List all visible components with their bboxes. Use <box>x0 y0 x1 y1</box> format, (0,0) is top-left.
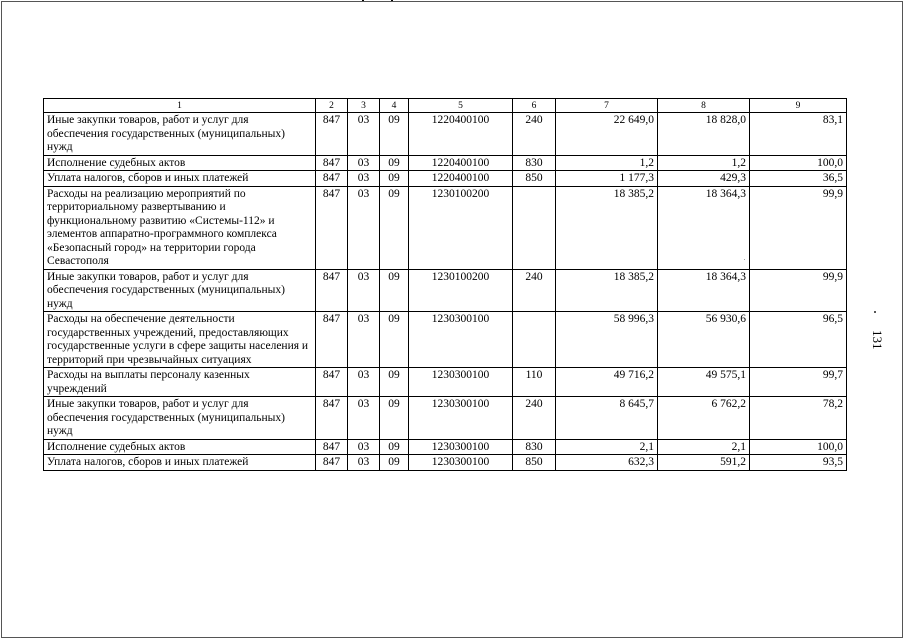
column-header: 1 <box>44 99 316 113</box>
scan-mark <box>362 0 364 1</box>
target-article-cell: 1230300100 <box>409 455 513 471</box>
expense-type-cell: 850 <box>513 455 556 471</box>
expense-name-cell: Исполнение судебных актов <box>44 439 316 455</box>
execution-percent-cell: 83,1 <box>750 113 847 156</box>
expense-name-cell: Иные закупки товаров, работ и услуг для обеспечения государственных (муниципальных) нужд <box>44 113 316 156</box>
section-code-cell: 03 <box>348 113 380 156</box>
planned-amount-cell: 632,3 <box>556 455 658 471</box>
expense-type-cell: 830 <box>513 439 556 455</box>
expense-name-cell: Иные закупки товаров, работ и услуг для обеспечения государственных (муниципальных) нужд <box>44 269 316 312</box>
section-code-cell: 03 <box>348 171 380 187</box>
planned-amount-cell: 49 716,2 <box>556 368 658 397</box>
planned-amount-cell: 18 385,2 <box>556 269 658 312</box>
section-code-cell: 03 <box>348 368 380 397</box>
actual-amount-cell: 18 364,3 <box>658 186 750 269</box>
agency-code-cell: 847 <box>316 186 348 269</box>
expense-type-cell: 240 <box>513 397 556 440</box>
expense-type-cell: 240 <box>513 269 556 312</box>
actual-amount-cell: 18 828,0 <box>658 113 750 156</box>
page-number <box>872 330 886 352</box>
agency-code-cell: 847 <box>316 455 348 471</box>
expense-name-cell: Расходы на обеспечение деятельности государственных учреждений, предоставляющих государственные услуги в сфере защиты населения и территорий при чрезвычайных ситуациях <box>44 312 316 368</box>
target-article-cell: 1230300100 <box>409 312 513 368</box>
table-header-row <box>44 99 847 113</box>
agency-code-cell: 847 <box>316 312 348 368</box>
column-header: 5 <box>409 99 513 113</box>
actual-amount-cell: 56 930,6 <box>658 312 750 368</box>
expense-name-cell: Иные закупки товаров, работ и услуг для обеспечения государственных (муниципальных) нужд <box>44 397 316 440</box>
target-article-cell: 1220400100 <box>409 113 513 156</box>
execution-percent-cell: 93,5 <box>750 455 847 471</box>
expense-name-cell: Расходы на реализацию мероприятий по территориальному развертыванию и функциональному развитию «Системы-112» и элементов аппаратно-программного комплекса «Безопасный город» на территории города Севастополя <box>44 186 316 269</box>
table-row <box>44 312 847 368</box>
section-code-cell: 03 <box>348 155 380 171</box>
agency-code-cell: 847 <box>316 113 348 156</box>
column-header: 6 <box>513 99 556 113</box>
planned-amount-cell: 8 645,7 <box>556 397 658 440</box>
planned-amount-cell: 22 649,0 <box>556 113 658 156</box>
target-article-cell: 1230300100 <box>409 368 513 397</box>
subsection-code-cell: 09 <box>380 368 409 397</box>
planned-amount-cell: 1 177,3 <box>556 171 658 187</box>
expense-type-cell: 830 <box>513 155 556 171</box>
budget-table <box>43 98 847 471</box>
planned-amount-cell: 2,1 <box>556 439 658 455</box>
actual-amount-cell: 2,1 <box>658 439 750 455</box>
scan-mark <box>391 0 393 1</box>
column-header: 7 <box>556 99 658 113</box>
subsection-code-cell: 09 <box>380 113 409 156</box>
section-code-cell: 03 <box>348 186 380 269</box>
table-row <box>44 397 847 440</box>
table-row <box>44 368 847 397</box>
execution-percent-cell: 99,9 <box>750 186 847 269</box>
subsection-code-cell: 09 <box>380 439 409 455</box>
expense-type-cell <box>513 312 556 368</box>
subsection-code-cell: 09 <box>380 186 409 269</box>
agency-code-cell: 847 <box>316 368 348 397</box>
expense-type-cell <box>513 186 556 269</box>
planned-amount-cell: 58 996,3 <box>556 312 658 368</box>
section-code-cell: 03 <box>348 269 380 312</box>
target-article-cell: 1230100200 <box>409 186 513 269</box>
section-code-cell: 03 <box>348 397 380 440</box>
subsection-code-cell: 09 <box>380 171 409 187</box>
table-row <box>44 186 847 269</box>
target-article-cell: 1220400100 <box>409 171 513 187</box>
agency-code-cell: 847 <box>316 171 348 187</box>
column-header: 4 <box>380 99 409 113</box>
subsection-code-cell: 09 <box>380 312 409 368</box>
expense-name-cell: Уплата налогов, сборов и иных платежей <box>44 171 316 187</box>
actual-amount-cell: 18 364,3 <box>658 269 750 312</box>
section-code-cell: 03 <box>348 312 380 368</box>
target-article-cell: 1230300100 <box>409 397 513 440</box>
target-article-cell: 1230300100 <box>409 439 513 455</box>
expense-type-cell: 240 <box>513 113 556 156</box>
table-row <box>44 155 847 171</box>
column-header: 3 <box>348 99 380 113</box>
expense-type-cell: 110 <box>513 368 556 397</box>
agency-code-cell: 847 <box>316 269 348 312</box>
expense-type-cell: 850 <box>513 171 556 187</box>
table-row <box>44 113 847 156</box>
scan-speck <box>874 311 876 313</box>
subsection-code-cell: 09 <box>380 155 409 171</box>
column-header: 2 <box>316 99 348 113</box>
execution-percent-cell: 100,0 <box>750 155 847 171</box>
subsection-code-cell: 09 <box>380 269 409 312</box>
table-row <box>44 269 847 312</box>
expense-name-cell: Уплата налогов, сборов и иных платежей <box>44 455 316 471</box>
execution-percent-cell: 100,0 <box>750 439 847 455</box>
agency-code-cell: 847 <box>316 439 348 455</box>
subsection-code-cell: 09 <box>380 397 409 440</box>
column-header: 8 <box>658 99 750 113</box>
expense-name-cell: Расходы на выплаты персоналу казенных учреждений <box>44 368 316 397</box>
expense-name-cell: Исполнение судебных актов <box>44 155 316 171</box>
planned-amount-cell: 18 385,2 <box>556 186 658 269</box>
execution-percent-cell: 99,7 <box>750 368 847 397</box>
section-code-cell: 03 <box>348 455 380 471</box>
execution-percent-cell: 99,9 <box>750 269 847 312</box>
target-article-cell: 1220400100 <box>409 155 513 171</box>
actual-amount-cell: 49 575,1 <box>658 368 750 397</box>
actual-amount-cell: 6 762,2 <box>658 397 750 440</box>
subsection-code-cell: 09 <box>380 455 409 471</box>
actual-amount-cell: 591,2 <box>658 455 750 471</box>
column-header: 9 <box>750 99 847 113</box>
table-row <box>44 439 847 455</box>
actual-amount-cell: 429,3 <box>658 171 750 187</box>
target-article-cell: 1230100200 <box>409 269 513 312</box>
agency-code-cell: 847 <box>316 397 348 440</box>
actual-amount-cell: 1,2 <box>658 155 750 171</box>
execution-percent-cell: 78,2 <box>750 397 847 440</box>
agency-code-cell: 847 <box>316 155 348 171</box>
page-number-text: 131 <box>870 330 885 350</box>
section-code-cell: 03 <box>348 439 380 455</box>
execution-percent-cell: 36,5 <box>750 171 847 187</box>
execution-percent-cell: 96,5 <box>750 312 847 368</box>
table-row <box>44 171 847 187</box>
planned-amount-cell: 1,2 <box>556 155 658 171</box>
table-row <box>44 455 847 471</box>
